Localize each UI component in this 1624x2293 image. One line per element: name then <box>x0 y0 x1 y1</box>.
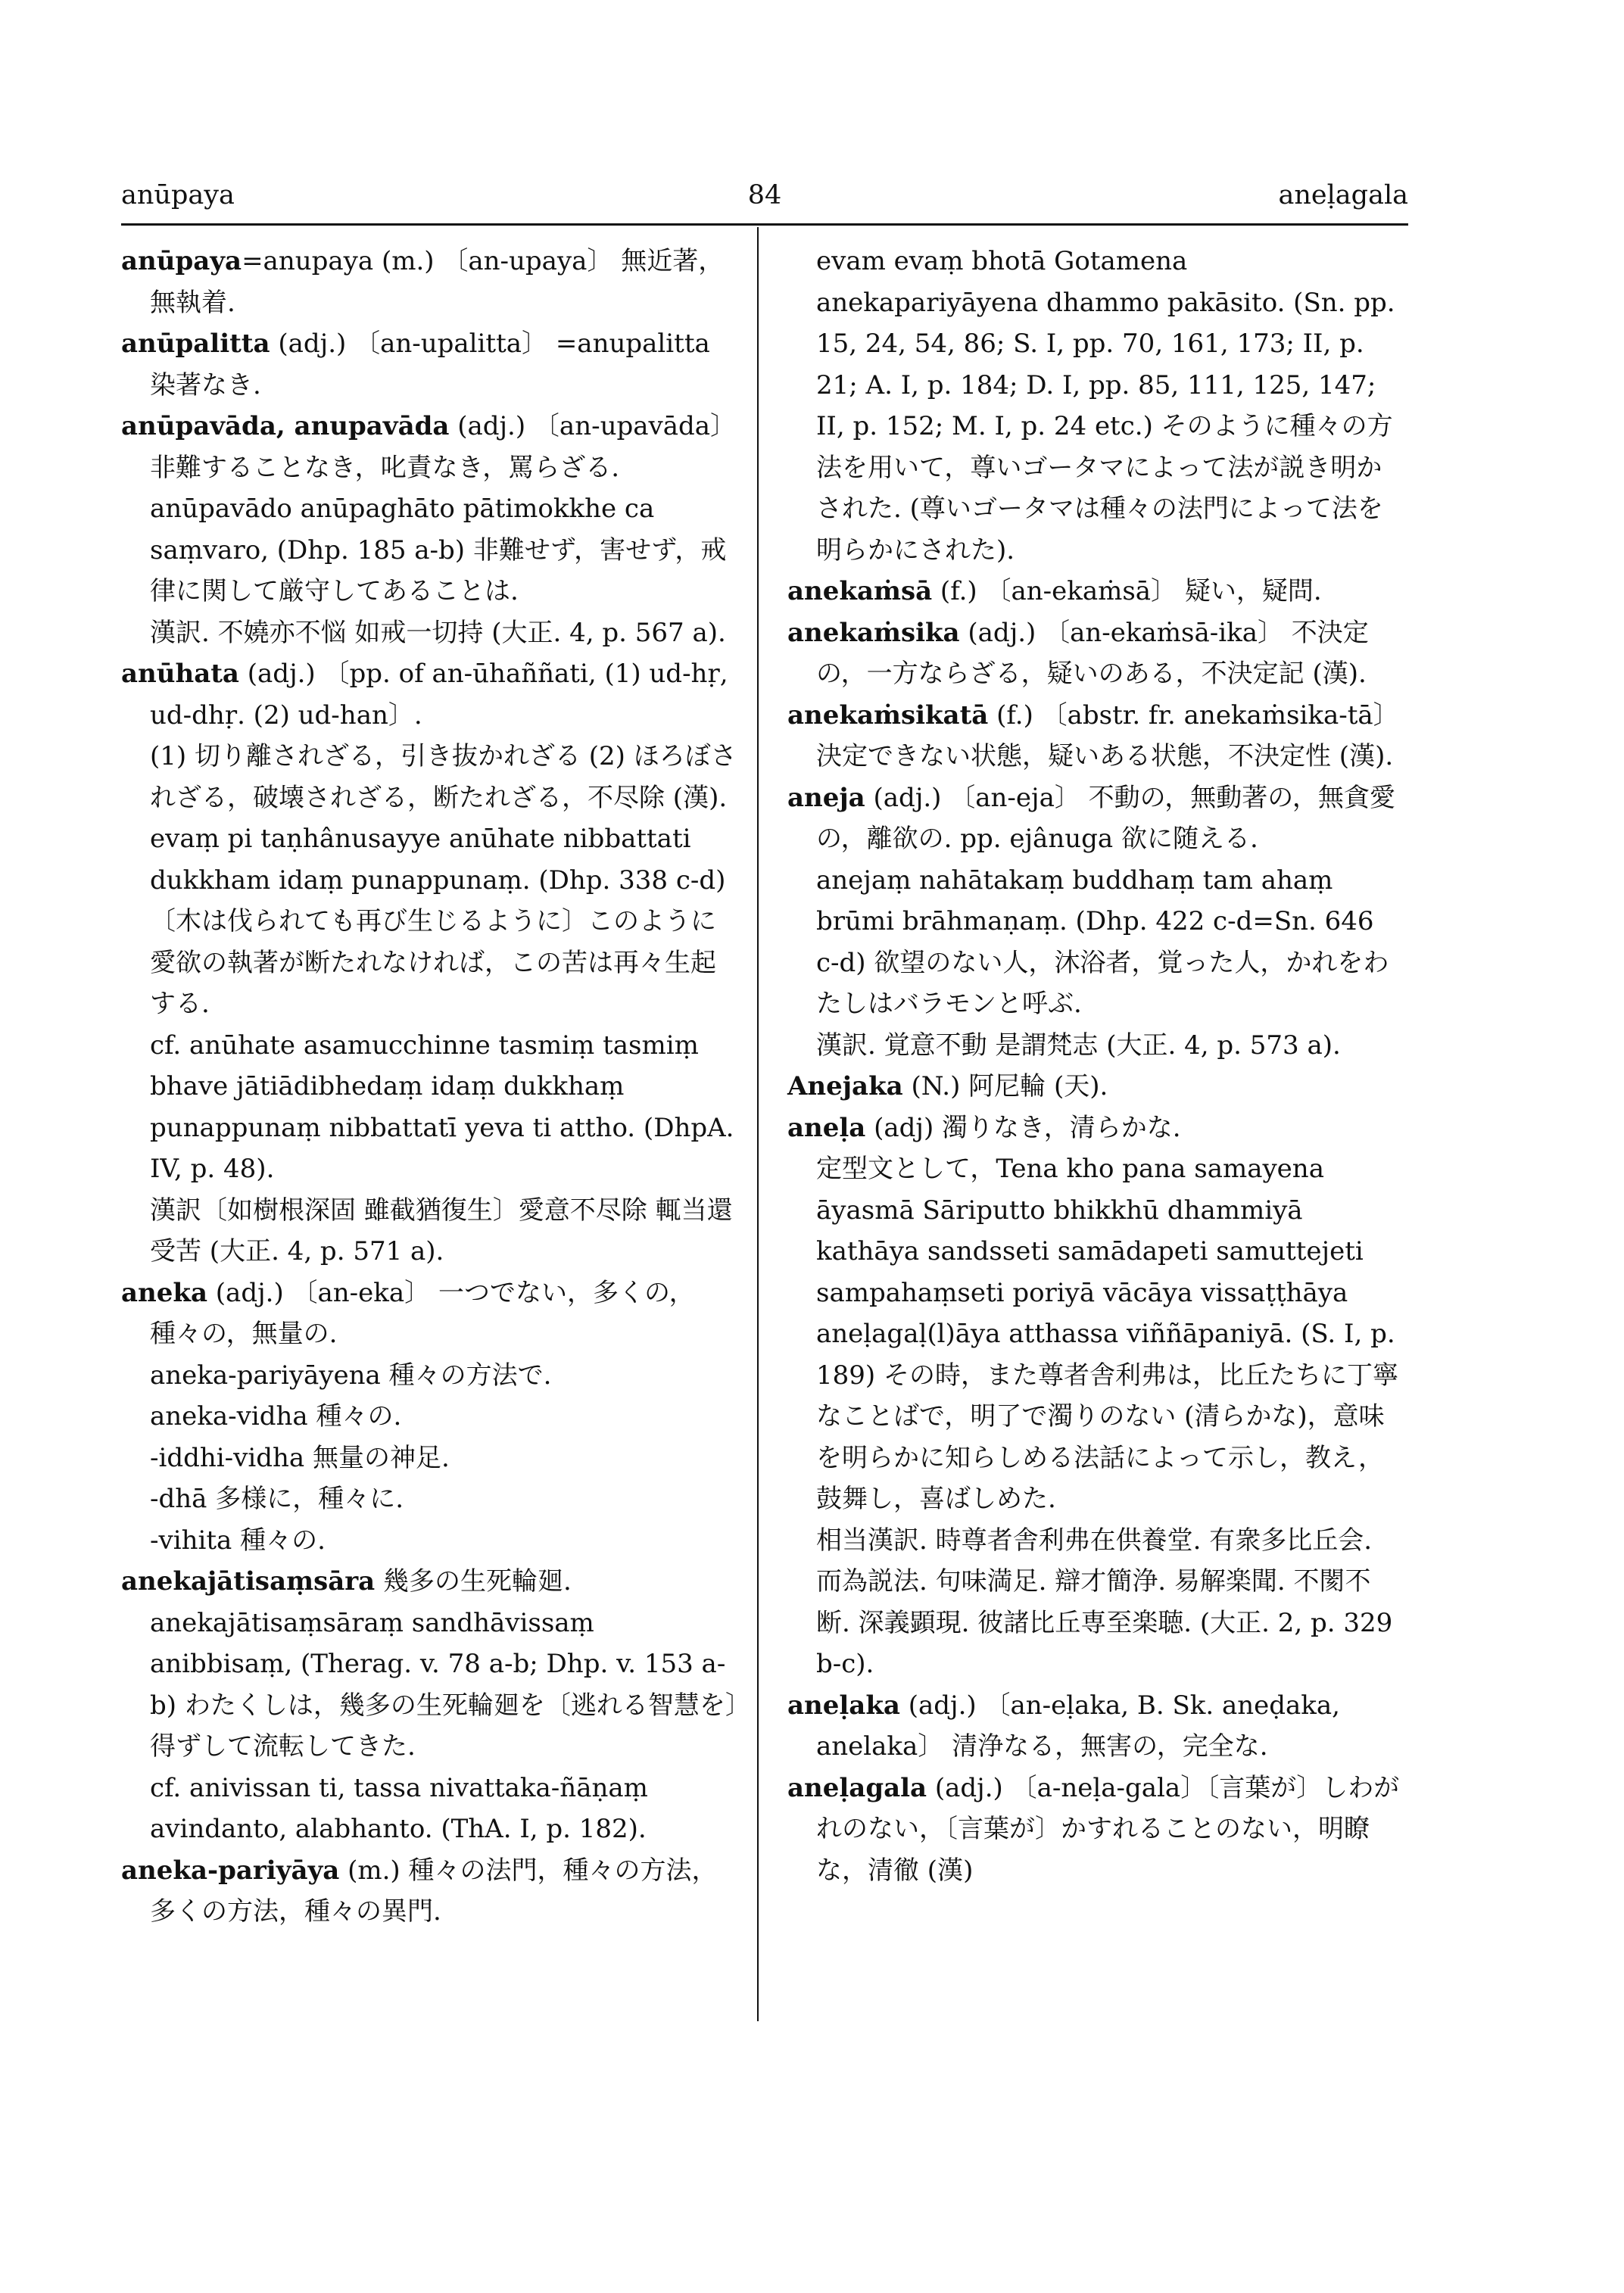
entry-headword: anekajātisaṃsāra <box>121 1566 376 1597</box>
entry-definition: (adj.) 〔an-eka〕 一つでない，多くの，種々の，無量の. <box>150 1277 695 1349</box>
entry-definition: (adj.) 〔an-eja〕 不動の，無動著の，無貪愛の，離欲の. pp. ejânuga 欲に随える. <box>816 782 1395 854</box>
dictionary-entry <box>787 1768 1404 1892</box>
entry-headword: anūpaya <box>121 246 242 276</box>
entry-definition: (adj.) 〔a-neḷa-gala〕〔言葉が〕しわがれのない，〔言葉が〕かすれることのない，明瞭な，清徹 (漢) <box>816 1772 1400 1886</box>
dictionary-entry <box>787 1108 1404 1149</box>
dictionary-entry <box>787 1066 1404 1108</box>
entry-headword: aneḷaka <box>787 1690 900 1721</box>
entry-example: 相当漢訳. 時尊者舎利弗在供養堂. 有衆多比丘会. 而為説法. 句味満足. 辯才簡浄. 易解楽聞. 不閡不断. 深義顕現. 彼諸比丘専至楽聴. (大正. 2, p. 329 b-c). <box>816 1525 1393 1679</box>
entry-example: anūpavādo anūpaghāto pātimokkhe ca saṃvaro, (Dhp. 185 a-b) 非難せず，害せず，戒律に関して厳守してあることは. <box>150 494 727 606</box>
dictionary-entry <box>787 612 1404 695</box>
left-column <box>121 241 738 1933</box>
dictionary-entry <box>121 1850 738 1933</box>
column-divider <box>757 227 759 2021</box>
entry-example: 漢訳〔如樹根深固 雖截猶復生〕愛意不尽除 輒当還受苦 (大正. 4, p. 571 a). <box>150 1195 733 1266</box>
entry-example: -iddhi-vidha 無量の神足. <box>150 1442 450 1473</box>
dictionary-entry <box>121 653 738 736</box>
entry-headword: anūhata <box>121 659 239 689</box>
entry-example: cf. anivissan ti, tassa nivattaka-ñāṇaṃ avindanto, alabhanto. (ThA. I, p. 182). <box>150 1772 648 1844</box>
header-rule <box>121 223 1408 226</box>
entry-definition: (f.) 〔an-ekaṁsā〕 疑い，疑問. <box>932 576 1322 606</box>
entry-definition: 幾多の生死輪廻. <box>375 1566 572 1597</box>
dictionary-entry <box>787 695 1404 777</box>
entry-example: -vihita 種々の. <box>150 1525 326 1556</box>
dictionary-entry <box>121 1273 738 1355</box>
dictionary-entry <box>787 571 1404 612</box>
dictionary-entry <box>121 241 738 323</box>
dictionary-entry <box>121 323 738 406</box>
dictionary-entry <box>121 1561 738 1603</box>
entry-headword: aneḷa <box>787 1112 866 1143</box>
entry-definition: (adj) 濁りなき，清らかな. <box>865 1112 1181 1143</box>
entry-definition: (N.) 阿尼輪 (天). <box>902 1071 1108 1101</box>
entry-headword: Anejaka <box>787 1071 903 1101</box>
entry-example: 漢訳. 覚意不動 是謂梵志 (大正. 4, p. 573 a). <box>816 1030 1341 1061</box>
page-number: 84 <box>747 180 782 210</box>
entry-definition: (adj.) 〔an-upavāda〕 非難することなき，叱責なき，罵らざる. <box>150 411 737 483</box>
entry-example: cf. anūhate asamucchinne tasmiṃ tasmiṃ bhave jātiādibhedaṃ idaṃ dukkhaṃ punappunaṃ nibbattatī yeva ti attho. (DhpA. IV, p. 48). <box>150 1030 734 1184</box>
entry-headword: anekaṁsā <box>787 576 933 606</box>
entry-example: evaṃ pi taṇhânusayye anūhate nibbattati dukkham idaṃ punappunaṃ. (Dhp. 338 c-d) 〔木は伐られても再び生じるように〕このように愛欲の執著が断たれなければ，この苦は再々生起する. <box>150 824 726 1019</box>
entry-example: anekajātisaṃsāraṃ sandhāvissaṃ anibbisaṃ, (Therag. v. 78 a-b; Dhp. v. 153 a-b) わたくしは，幾多の生死輪廻を〔逃れる智慧を〕得ずして流転してきた. <box>150 1607 738 1762</box>
dictionary-entry <box>787 777 1404 860</box>
entry-example: 定型文として，Tena kho pana samayena āyasmā Sāriputto bhikkhū dhammiyā kathāya sandsseti samādapeti samuttejeti sampahaṃseti poriyā vācāya vissaṭṭhāya aneḷagaḷ(l)āya atthassa viññāpaniyā. (S. I, p. 189) その時，また尊者舎利弗は，比丘たちに丁寧なことばで，明了で濁りのない (清らかな)，意味を明らかに知らしめる法話によって示し，教え，鼓舞し，喜ばしめた. <box>816 1154 1398 1514</box>
header-right-guideword: aneḷagala <box>1278 180 1408 210</box>
entry-definition: =anupaya (m.) 〔an-upaya〕 無近著，無執着. <box>150 246 725 318</box>
entry-headword: anūpavāda, anupavāda <box>121 411 450 441</box>
header-left-guideword: anūpaya <box>121 180 235 210</box>
right-column <box>787 241 1404 1891</box>
dictionary-entry <box>787 1685 1404 1768</box>
entry-example: 漢訳. 不嬈亦不悩 如戒一切持 (大正. 4, p. 567 a). <box>150 617 726 648</box>
entry-example: evam evaṃ bhotā Gotamena anekapariyāyena dhammo pakāsito. (Sn. pp. 15, 24, 54, 86; S. I, pp. 70, 161, 173; II, p. 21; A. I, p. 184; D. I, pp. 85, 111, 125, 147; II, p. 152; M. I, p. 24 etc.) そのように種々の方法を用いて，尊いゴータマによって法が説き明かされた. (尊いゴータマは種々の法門によって法を明らかにされた). <box>816 246 1395 565</box>
entry-definition: (f.) 〔abstr. fr. anekaṁsika-tā〕 決定できない状態，疑いある状態，不決定性 (漢). <box>816 699 1399 771</box>
entry-headword: anekaṁsika <box>787 617 960 648</box>
entry-headword: aneḷagala <box>787 1772 927 1803</box>
entry-definition: (adj.) 〔an-upalitta〕 =anupalitta 染著なき. <box>150 329 710 400</box>
entry-example: -dhā 多様に，種々に. <box>150 1484 404 1514</box>
entry-definition: (adj.) 〔an-eḷaka, B. Sk. aneḍaka, anelaka〕 清浄なる，無害の，完全な. <box>816 1690 1340 1762</box>
entry-headword: aneja <box>787 782 865 813</box>
entry-headword: anekaṁsikatā <box>787 699 989 731</box>
entry-headword: aneka-pariyāya <box>121 1855 340 1886</box>
entry-example: anejaṃ nahātakaṃ buddhaṃ tam ahaṃ brūmi brāhmaṇaṃ. (Dhp. 422 c-d=Sn. 646 c-d) 欲望のない人，沐浴者，覚った人，かれをわたしはバラモンと呼ぶ. <box>816 865 1389 1019</box>
entry-example: aneka-vidha 種々の. <box>150 1401 402 1432</box>
entry-example: aneka-pariyāyena 種々の方法で. <box>150 1360 552 1391</box>
entry-headword: aneka <box>121 1277 207 1308</box>
dictionary-entry <box>121 406 738 488</box>
entry-definition: (m.) 種々の法門，種々の方法，多くの方法，種々の異門. <box>150 1855 718 1927</box>
entry-definition: (adj.) 〔an-ekaṁsā-ika〕 不決定の，一方ならざる，疑いのある，不決定記 (漢). <box>816 617 1369 689</box>
page-header <box>121 180 1408 218</box>
entry-headword: anūpalitta <box>121 329 270 359</box>
entry-example: (1) 切り離されざる，引き抜かれざる (2) ほろぼされざる，破壊されざる，断たれざる，不尽除 (漢). <box>150 741 737 813</box>
entry-definition: (adj.) 〔pp. of an-ūhaññati, (1) ud-hṛ, ud-dhṛ. (2) ud-han〕. <box>150 659 728 731</box>
